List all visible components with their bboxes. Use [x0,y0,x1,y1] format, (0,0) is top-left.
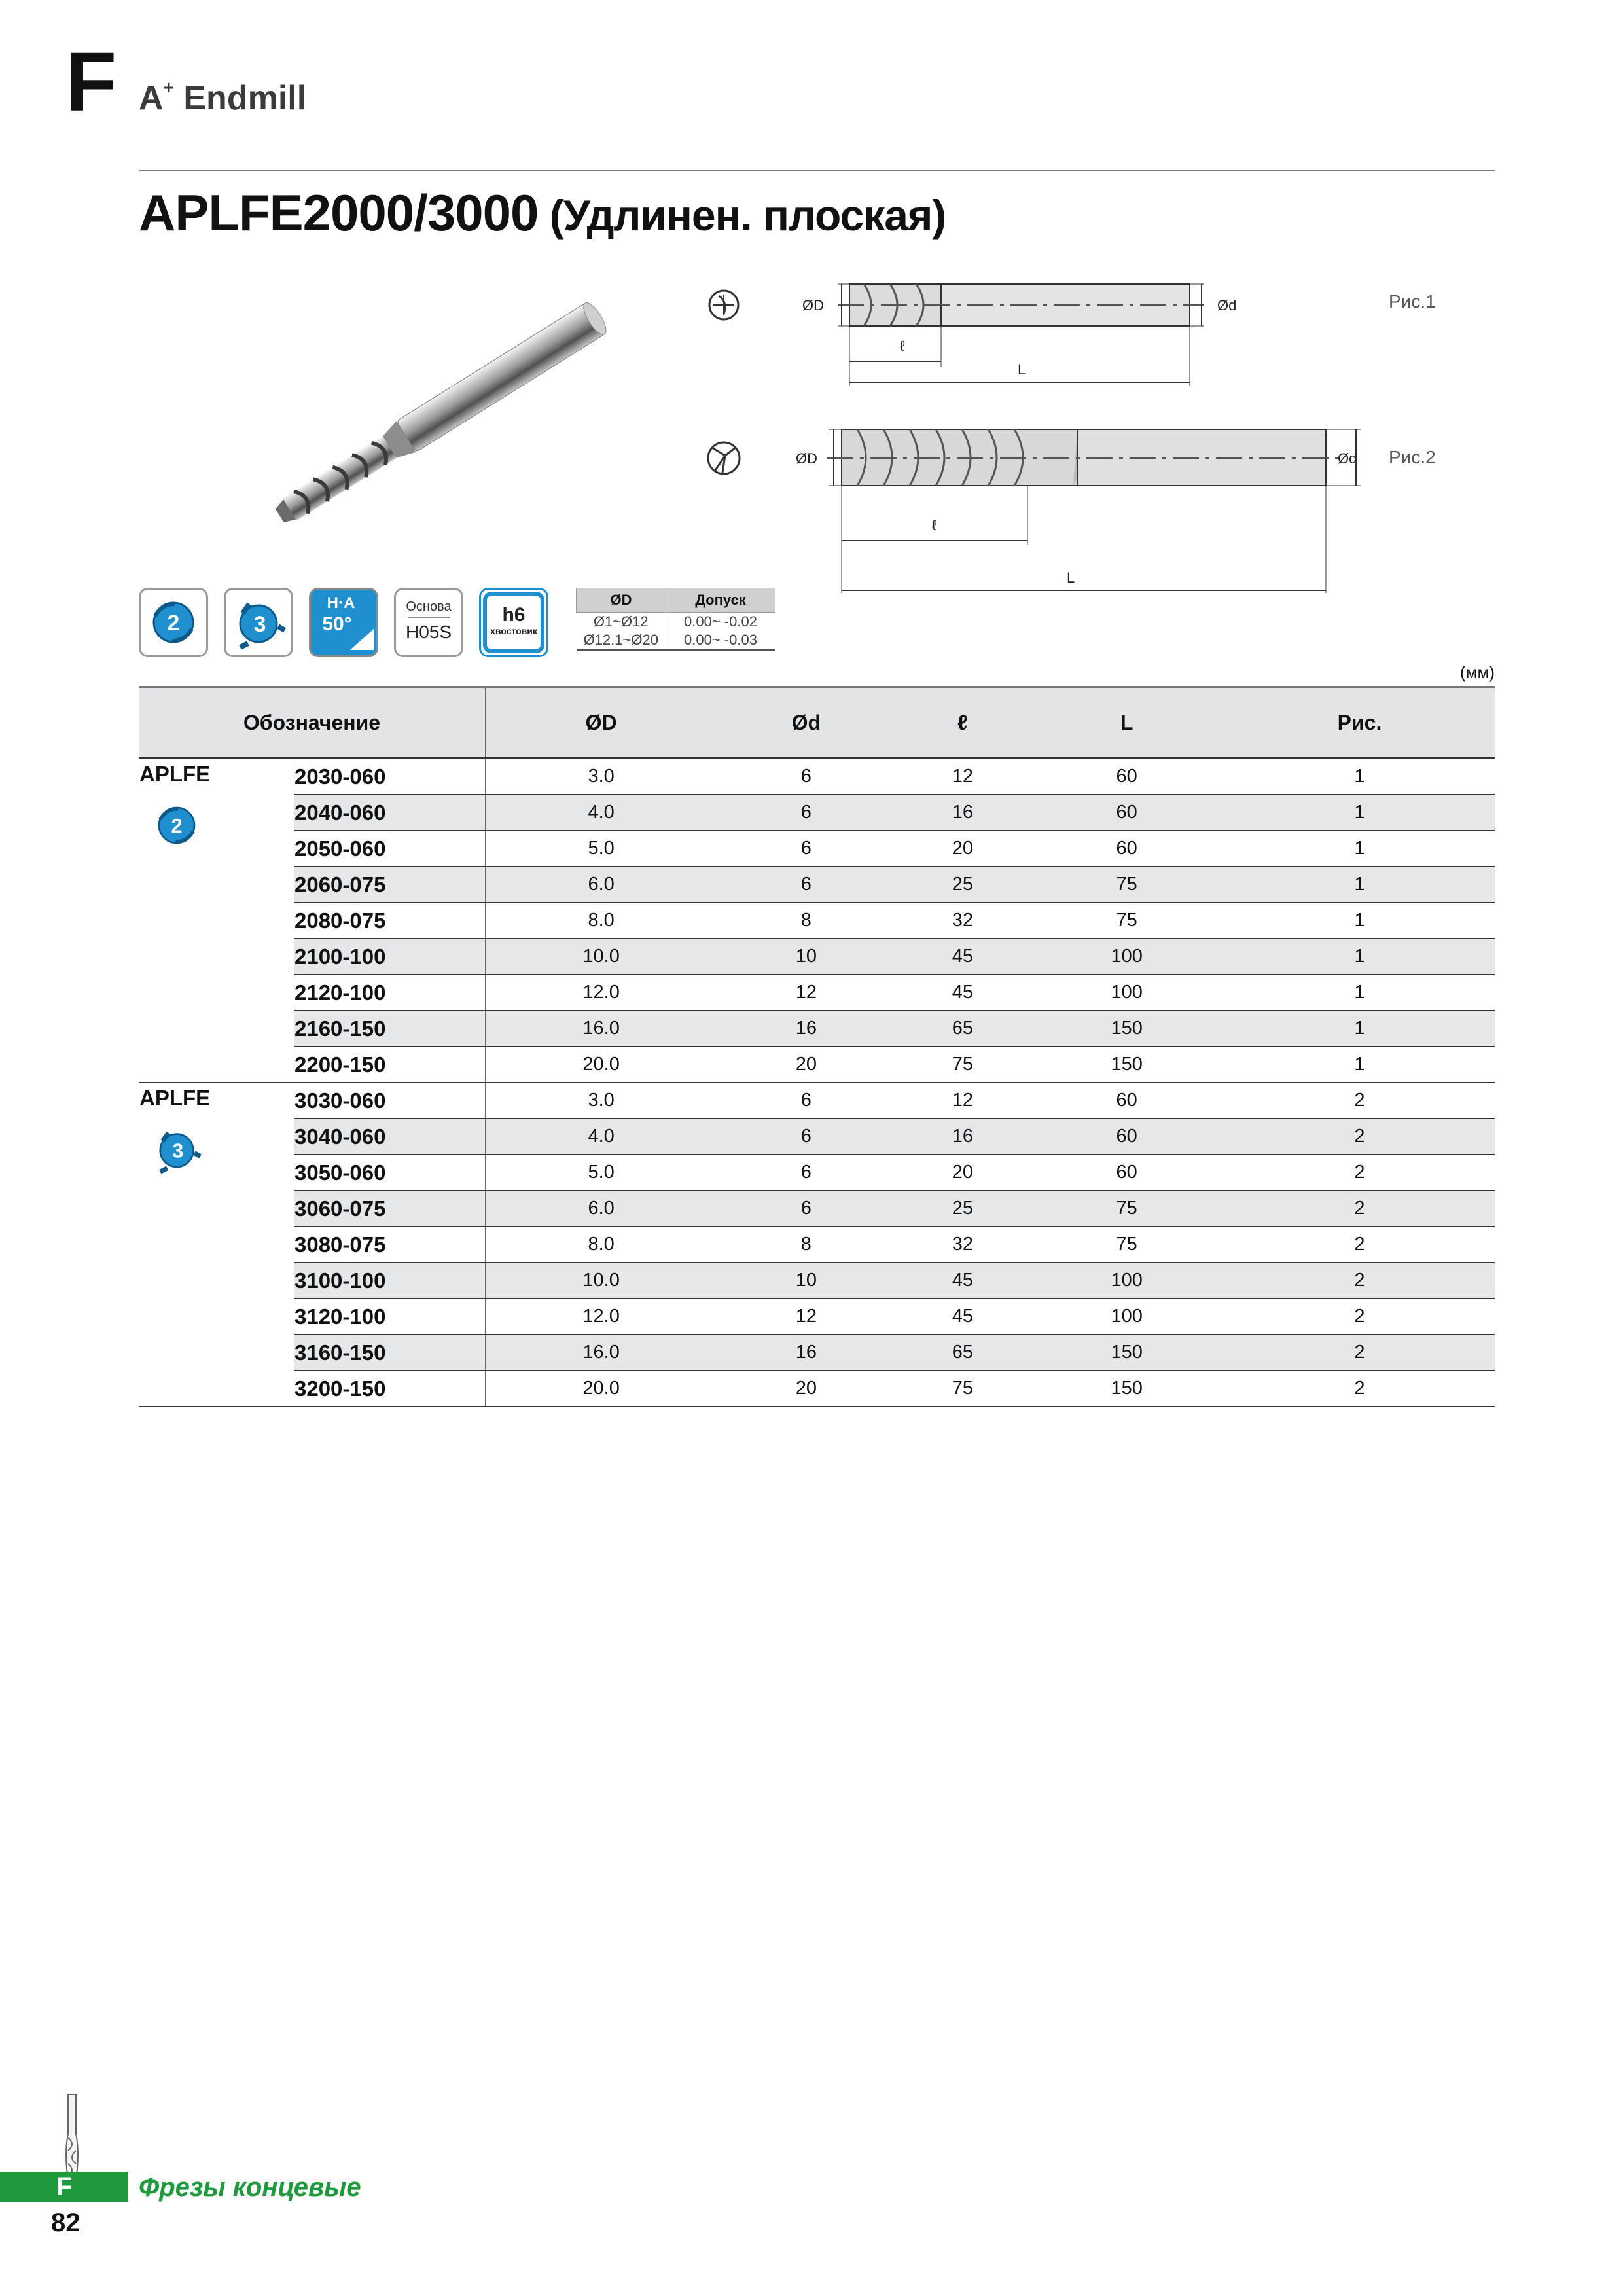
product-code: 2040-060 [294,795,486,831]
table-cell: 6 [716,831,896,867]
table-cell: 75 [896,1047,1029,1083]
table-cell: 45 [896,1299,1029,1335]
table-cell: 100 [1029,939,1224,975]
product-code: 2100-100 [294,939,486,975]
header-rule [139,170,1495,171]
table-cell: 20.0 [486,1371,716,1407]
table-cell: 60 [1029,1119,1224,1155]
table-row [139,1335,1495,1371]
fig1-len-l: ℓ [900,338,905,354]
table-cell: 6 [716,1119,896,1155]
table-cell: 100 [1029,1263,1224,1299]
page-title-main: APLFE2000/3000 [139,184,539,242]
drawing-fig1 [681,262,1492,406]
table-cell: 100 [1029,1299,1224,1335]
table-cell: 60 [1029,1083,1224,1119]
section-name-main: A [139,79,164,117]
table-cell: 16.0 [486,1335,716,1371]
fig2-len-l: ℓ [932,517,937,533]
table-cell: 1 [1224,795,1495,831]
helix-angle-icon [309,588,378,657]
table-cell: 16.0 [486,1011,716,1047]
table-row [139,759,1495,795]
table-cell: 1 [1224,831,1495,867]
table-cell: 6 [716,1155,896,1191]
table-cell: 150 [1029,1371,1224,1407]
table-cell: 1 [1224,1047,1495,1083]
fig1-len-L: L [1018,361,1026,378]
table-cell: 75 [1029,1227,1224,1263]
tol-header-tol: Допуск [666,588,776,613]
table-cell: 12 [896,759,1029,795]
table-cell: 1 [1224,1011,1495,1047]
product-code: 2200-150 [294,1047,486,1083]
product-code: 3080-075 [294,1227,486,1263]
table-cell: 2 [1224,1263,1495,1299]
table-cell: 3.0 [486,759,716,795]
table-cell: 1 [1224,759,1495,795]
drawing-fig2 [681,406,1492,602]
table-row [139,795,1495,831]
table-cell: 6.0 [486,867,716,903]
table-cell: 1 [1224,975,1495,1011]
table-cell: 60 [1029,831,1224,867]
tol-cell: Ø1~Ø12 [577,613,666,632]
col-D: ØD [486,687,716,759]
section-name [139,79,306,118]
flutes-3-text: 3 [253,612,266,637]
product-code: 3100-100 [294,1263,486,1299]
endmill-photo [236,288,654,537]
page-number: 82 [51,2208,80,2237]
section-name-rest: Endmill [173,79,307,117]
table-cell: 6 [716,1083,896,1119]
table-cell: 2 [1224,1335,1495,1371]
table-cell: 12 [896,1083,1029,1119]
product-code: 2050-060 [294,831,486,867]
product-code: 3040-060 [294,1119,486,1155]
table-row [139,1299,1495,1335]
page-title-sub: (Удлинен. плоская) [538,191,946,240]
product-code: 3030-060 [294,1083,486,1119]
table-cell: 12.0 [486,975,716,1011]
product-table-body [139,759,1495,1407]
shank-tolerance-icon [479,588,548,657]
product-code: 2030-060 [294,759,486,795]
table-cell: 65 [896,1335,1029,1371]
svg-text:2: 2 [171,814,183,837]
table-cell: 75 [1029,903,1224,939]
table-cell: 6 [716,795,896,831]
table-cell: 60 [1029,1155,1224,1191]
product-code: 3120-100 [294,1299,486,1335]
product-code: 3200-150 [294,1371,486,1407]
tol-cell: 0.00~ -0.02 [684,613,757,630]
table-cell: 10 [716,939,896,975]
table-row [139,1227,1495,1263]
flutes-2-icon [139,588,208,657]
table-row [139,867,1495,903]
flutes-3-icon [147,1120,206,1179]
table-cell: 2 [1224,1227,1495,1263]
table-cell: 10.0 [486,939,716,975]
fig2-dia-D: ØD [796,450,817,467]
group-name: APLFE [139,1086,211,1110]
unit-label: (мм) [1459,662,1495,682]
footer-section-tab [0,2172,128,2202]
table-row [139,831,1495,867]
table-cell: 75 [896,1371,1029,1407]
footer-tab-letter: F [56,2172,73,2201]
group-cell [139,759,294,1083]
table-cell: 6 [716,1191,896,1227]
table-cell: 10 [716,1263,896,1299]
table-cell: 150 [1029,1011,1224,1047]
table-row [139,975,1495,1011]
shank-label: h6 [502,604,526,626]
grade-value: H05S [405,622,452,642]
product-code: 2080-075 [294,903,486,939]
product-code: 2120-100 [294,975,486,1011]
table-cell: 45 [896,975,1029,1011]
table-cell: 8.0 [486,1227,716,1263]
table-cell: 3.0 [486,1083,716,1119]
flutes-2-icon [147,796,206,855]
table-cell: 12 [716,1299,896,1335]
fig2-label: Рис.2 [1389,447,1436,467]
table-cell: 8.0 [486,903,716,939]
col-fig: Рис. [1224,687,1495,759]
fig1-dia-d: Ød [1217,297,1237,314]
fig2-dia-d: Ød [1338,450,1357,467]
table-row [139,1047,1495,1083]
table-cell: 150 [1029,1335,1224,1371]
table-cell: 6.0 [486,1191,716,1227]
tol-cell: 0.00~ -0.03 [666,631,776,651]
col-d: Ød [716,687,896,759]
table-cell: 2 [1224,1083,1495,1119]
section-name-sup: + [163,77,174,98]
fig1-dia-D: ØD [802,297,824,314]
helix-value: 50° [322,613,352,635]
tol-cell: Ø12.1~Ø20 [577,631,666,651]
table-cell: 20 [716,1371,896,1407]
table-cell: 8 [716,903,896,939]
fig1-label: Рис.1 [1389,291,1436,312]
product-table [139,686,1495,1407]
table-cell: 32 [896,1227,1029,1263]
table-cell: 150 [1029,1047,1224,1083]
tolerance-table [576,588,775,651]
table-cell: 20 [716,1047,896,1083]
section-letter: F [65,35,117,129]
table-row [139,1083,1495,1119]
shank-sub: хвостовик [490,626,537,636]
table-cell: 2 [1224,1155,1495,1191]
table-cell: 32 [896,903,1029,939]
page-title [139,183,946,243]
product-code: 2060-075 [294,867,486,903]
table-row [139,939,1495,975]
col-L: L [1029,687,1224,759]
table-row [139,1191,1495,1227]
flutes-3-icon [224,588,293,657]
grade-label: Основа [406,600,452,614]
table-cell: 45 [896,939,1029,975]
table-cell: 4.0 [486,1119,716,1155]
table-cell: 20 [896,1155,1029,1191]
table-cell: 10.0 [486,1263,716,1299]
grade-icon [394,588,463,657]
product-code: 3050-060 [294,1155,486,1191]
table-cell: 1 [1224,903,1495,939]
table-row [139,1263,1495,1299]
table-cell: 1 [1224,939,1495,975]
table-cell: 16 [716,1011,896,1047]
table-row [139,1155,1495,1191]
table-row [139,903,1495,939]
table-row [139,1119,1495,1155]
product-code: 2160-150 [294,1011,486,1047]
table-cell: 6 [716,759,896,795]
table-cell: 75 [1029,1191,1224,1227]
group-cell [139,1083,294,1407]
table-cell: 12 [716,975,896,1011]
flutes-2-text: 2 [167,611,180,636]
product-code: 3160-150 [294,1335,486,1371]
table-cell: 2 [1224,1371,1495,1407]
col-l: ℓ [896,687,1029,759]
tol-header-dia: ØD [577,588,666,613]
table-cell: 6 [716,867,896,903]
table-cell: 2 [1224,1191,1495,1227]
table-cell: 60 [1029,759,1224,795]
table-cell: 45 [896,1263,1029,1299]
table-cell: 25 [896,867,1029,903]
table-row [139,1371,1495,1407]
col-designation: Обозначение [139,687,486,759]
table-cell: 75 [1029,867,1224,903]
table-cell: 25 [896,1191,1029,1227]
table-cell: 20.0 [486,1047,716,1083]
table-cell: 65 [896,1011,1029,1047]
table-cell: 100 [1029,975,1224,1011]
table-cell: 2 [1224,1299,1495,1335]
table-cell: 16 [896,1119,1029,1155]
table-cell: 16 [896,795,1029,831]
table-row [139,1011,1495,1047]
table-cell: 5.0 [486,1155,716,1191]
table-cell: 12.0 [486,1299,716,1335]
group-name: APLFE [139,762,211,786]
table-cell: 16 [716,1335,896,1371]
helix-label: H·A [327,594,355,612]
footer-category: Фрезы концевые [139,2173,361,2202]
table-cell: 1 [1224,867,1495,903]
table-cell: 5.0 [486,831,716,867]
table-cell: 20 [896,831,1029,867]
table-cell: 8 [716,1227,896,1263]
table-cell: 2 [1224,1119,1495,1155]
fig2-len-L: L [1067,569,1075,586]
table-cell: 60 [1029,795,1224,831]
table-cell: 4.0 [486,795,716,831]
svg-text:3: 3 [172,1139,184,1162]
product-code: 3060-075 [294,1191,486,1227]
